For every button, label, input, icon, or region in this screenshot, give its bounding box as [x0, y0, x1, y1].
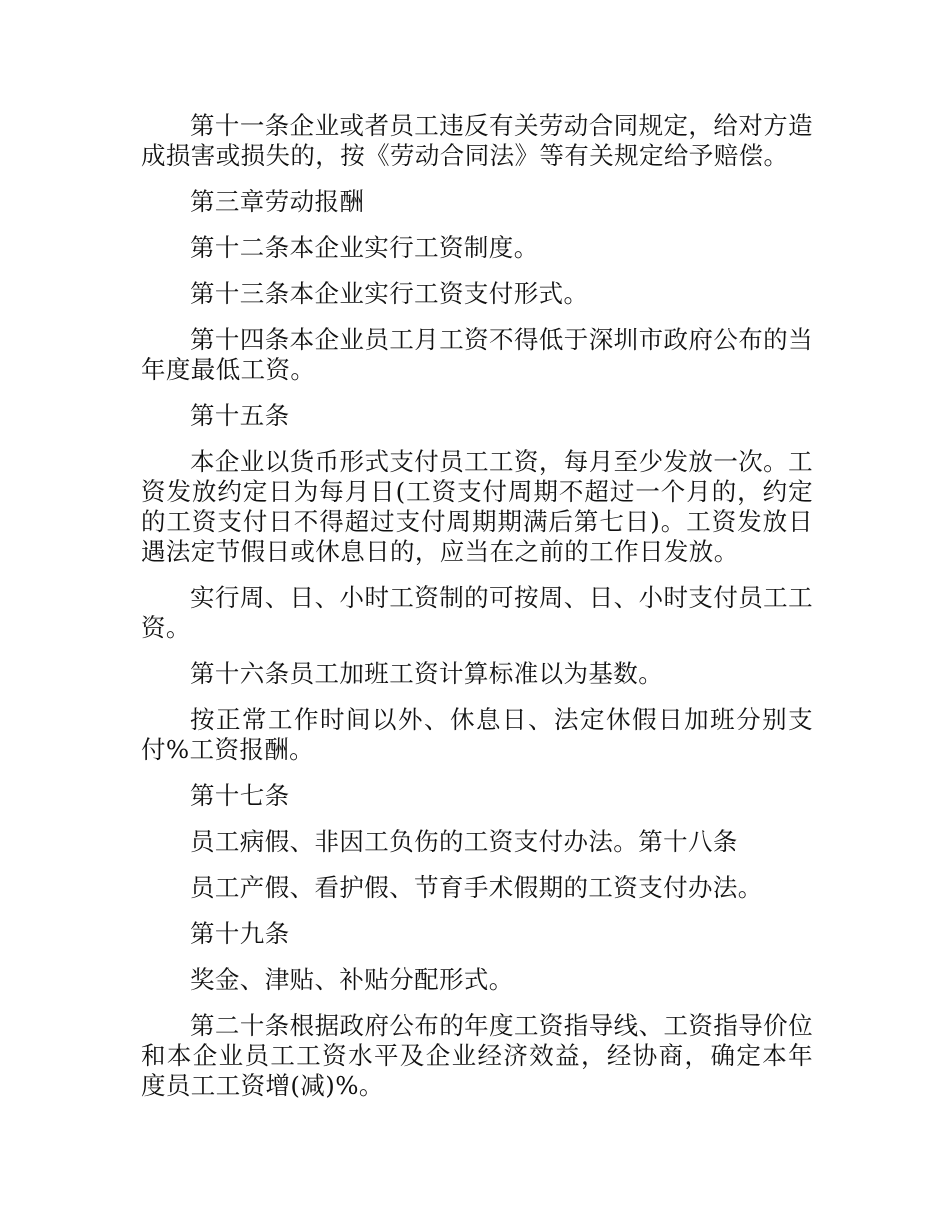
paragraph-article-15-body: 本企业以货币形式支付员工工资，每月至少发放一次。工资发放约定日为每月日(工资支付周期不超过一个月的，约定的工资支付日不得超过支付周期期满后第七日)。工资发放日遇法定节假日或休息日的，应当在之前的工作日发放。: [141, 447, 813, 566]
paragraph-article-13: 第十三条本企业实行工资支付形式。: [190, 279, 589, 308]
paragraph-article-16: 第十六条员工加班工资计算标准以为基数。: [190, 659, 664, 688]
paragraph-article-14: 第十四条本企业员工月工资不得低于深圳市政府公布的当年度最低工资。: [141, 325, 813, 384]
paragraph-article-15-hourly: 实行周、日、小时工资制的可按周、日、小时支付员工工资。: [141, 583, 813, 642]
chapter-heading-3: 第三章劳动报酬: [190, 187, 365, 216]
paragraph-article-16-overtime: 按正常工作时间以外、休息日、法定休假日加班分别支付%工资报酬。: [141, 705, 813, 764]
paragraph-article-19-body: 奖金、津贴、补贴分配形式。: [190, 965, 514, 994]
paragraph-article-17-heading: 第十七条: [190, 781, 290, 810]
paragraph-article-15-heading: 第十五条: [190, 401, 290, 430]
paragraph-article-18-body: 员工产假、看护假、节育手术假期的工资支付办法。: [190, 873, 763, 902]
paragraph-article-20: 第二十条根据政府公布的年度工资指导线、工资指导价位和本企业员工工资水平及企业经济效益，经协商，确定本年度员工工资增(减)%。: [141, 1011, 813, 1100]
paragraph-article-11: 第十一条企业或者员工违反有关劳动合同规定，给对方造成损害或损失的，按《劳动合同法》等有关规定给予赔偿。: [141, 111, 813, 170]
paragraph-article-19-heading: 第十九条: [190, 919, 290, 948]
paragraph-article-12: 第十二条本企业实行工资制度。: [190, 233, 539, 262]
document-page: [141, 111, 813, 1117]
paragraph-article-17-body: 员工病假、非因工负伤的工资支付办法。第十八条: [190, 827, 738, 856]
